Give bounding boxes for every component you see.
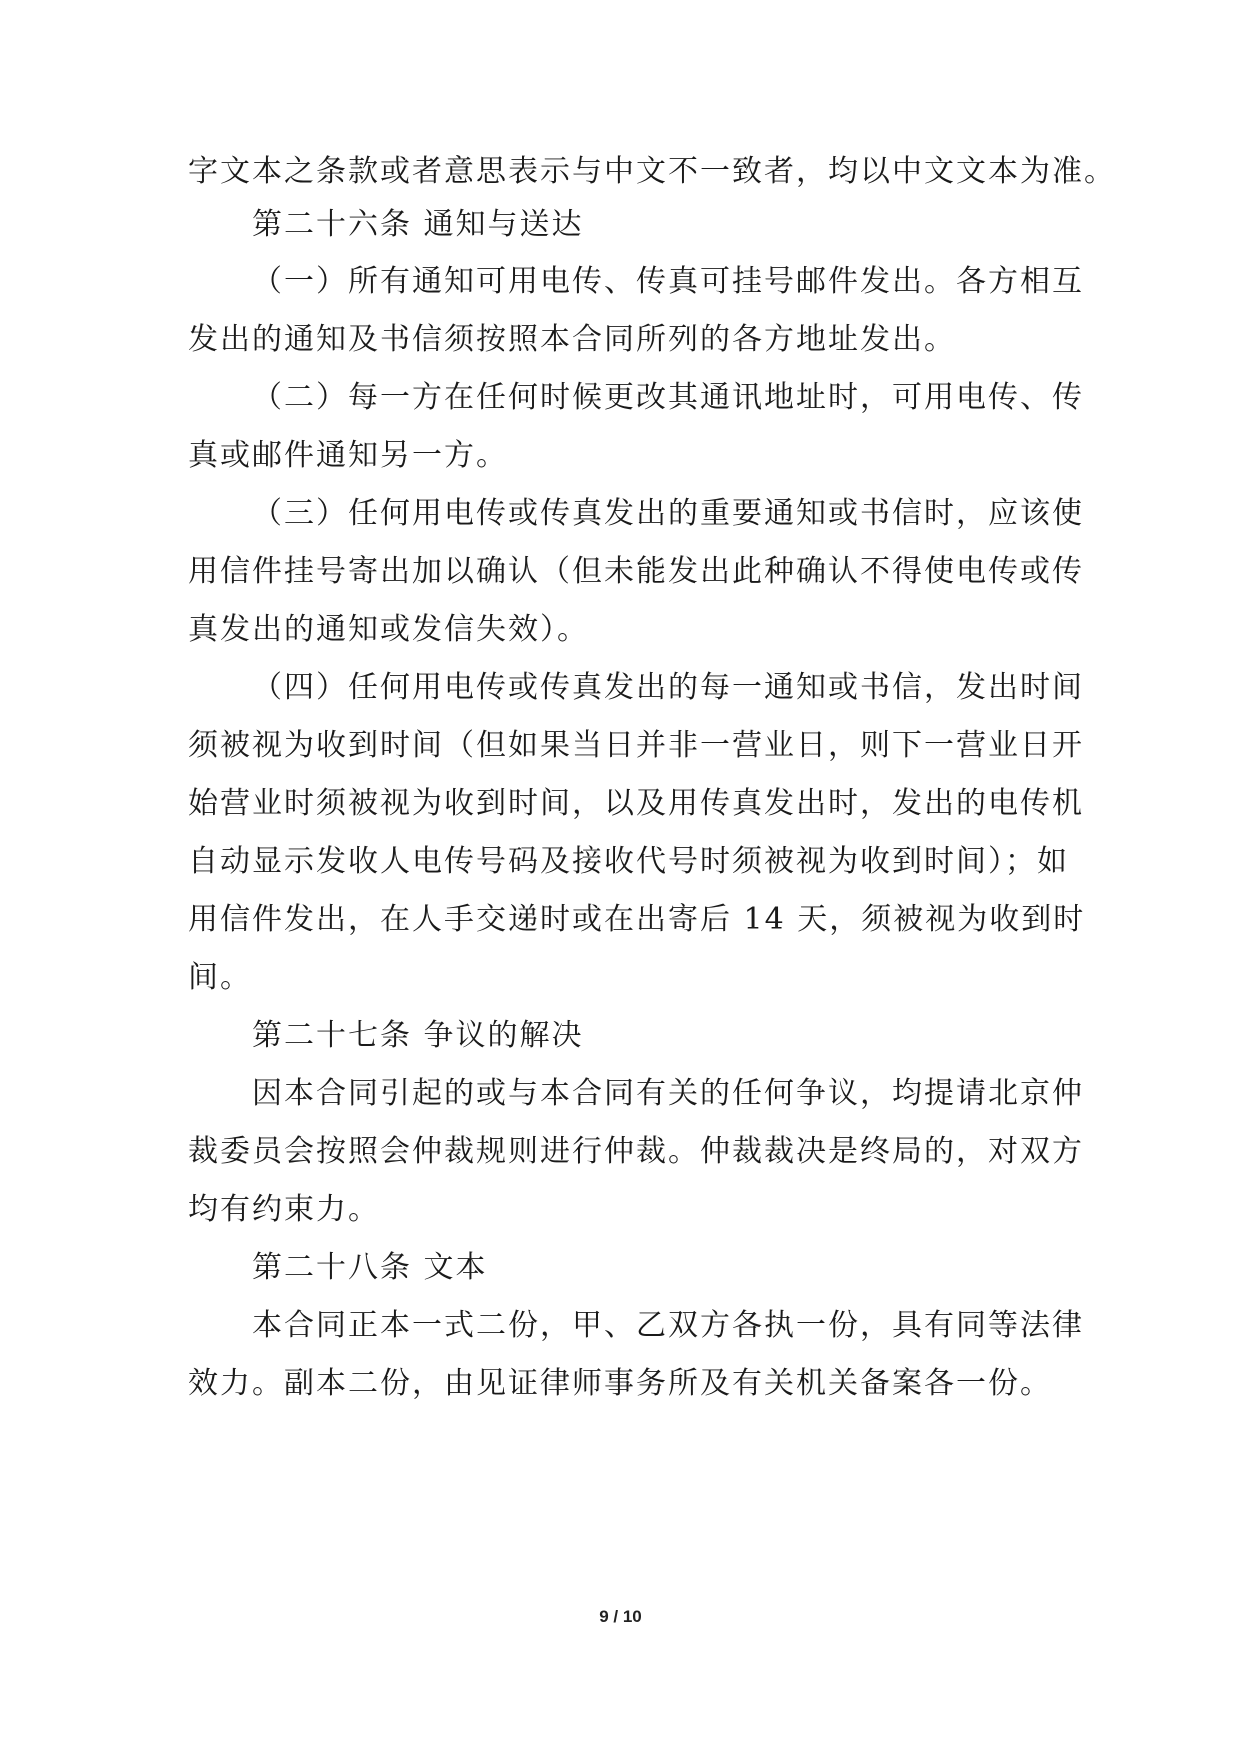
text-line: 均有约束力。 xyxy=(188,1192,380,1227)
text-line: （四）任何用电传或传真发出的每一通知或书信，发出时间 xyxy=(252,670,1084,705)
text-line: 因本合同引起的或与本合同有关的任何争议，均提请北京仲 xyxy=(252,1076,1084,1111)
section-heading-27: 第二十七条 争议的解决 xyxy=(252,1018,584,1053)
text-line: 真或邮件通知另一方。 xyxy=(188,438,508,473)
text-line: （二）每一方在任何时候更改其通讯地址时，可用电传、传 xyxy=(252,380,1084,415)
text-line: 效力。副本二份，由见证律师事务所及有关机关备案各一份。 xyxy=(188,1366,1052,1401)
text-line: 本合同正本一式二份，甲、乙双方各执一份，具有同等法律 xyxy=(252,1308,1084,1343)
page-number: 9 / 10 xyxy=(599,1607,642,1626)
text-line: 裁委员会按照会仲裁规则进行仲裁。仲裁裁决是终局的，对双方 xyxy=(188,1134,1084,1169)
text-line: 发出的通知及书信须按照本合同所列的各方地址发出。 xyxy=(188,322,956,357)
text-line: 字文本之条款或者意思表示与中文不一致者，均以中文文本为准。 xyxy=(188,154,1116,189)
section-heading-28: 第二十八条 文本 xyxy=(252,1250,488,1285)
text-line: （三）任何用电传或传真发出的重要通知或书信时，应该使 xyxy=(252,496,1084,531)
text-line: 始营业时须被视为收到时间，以及用传真发出时，发出的电传机 xyxy=(188,786,1084,821)
text-line: 间。 xyxy=(188,960,252,995)
text-line: 须被视为收到时间（但如果当日并非一营业日，则下一营业日开 xyxy=(188,728,1084,763)
text-line: 真发出的通知或发信失效）。 xyxy=(188,612,589,647)
text-line: 用信件发出，在人手交递时或在出寄后 14 天，须被视为收到时 xyxy=(188,902,1086,937)
text-line: 自动显示发收人电传号码及接收代号时须被视为收到时间）；如 xyxy=(188,844,1069,879)
text-line: （一）所有通知可用电传、传真可挂号邮件发出。各方相互 xyxy=(252,264,1084,299)
text-line: 用信件挂号寄出加以确认（但未能发出此种确认不得使电传或传 xyxy=(188,554,1084,589)
section-heading-26: 第二十六条 通知与送达 xyxy=(252,207,584,242)
